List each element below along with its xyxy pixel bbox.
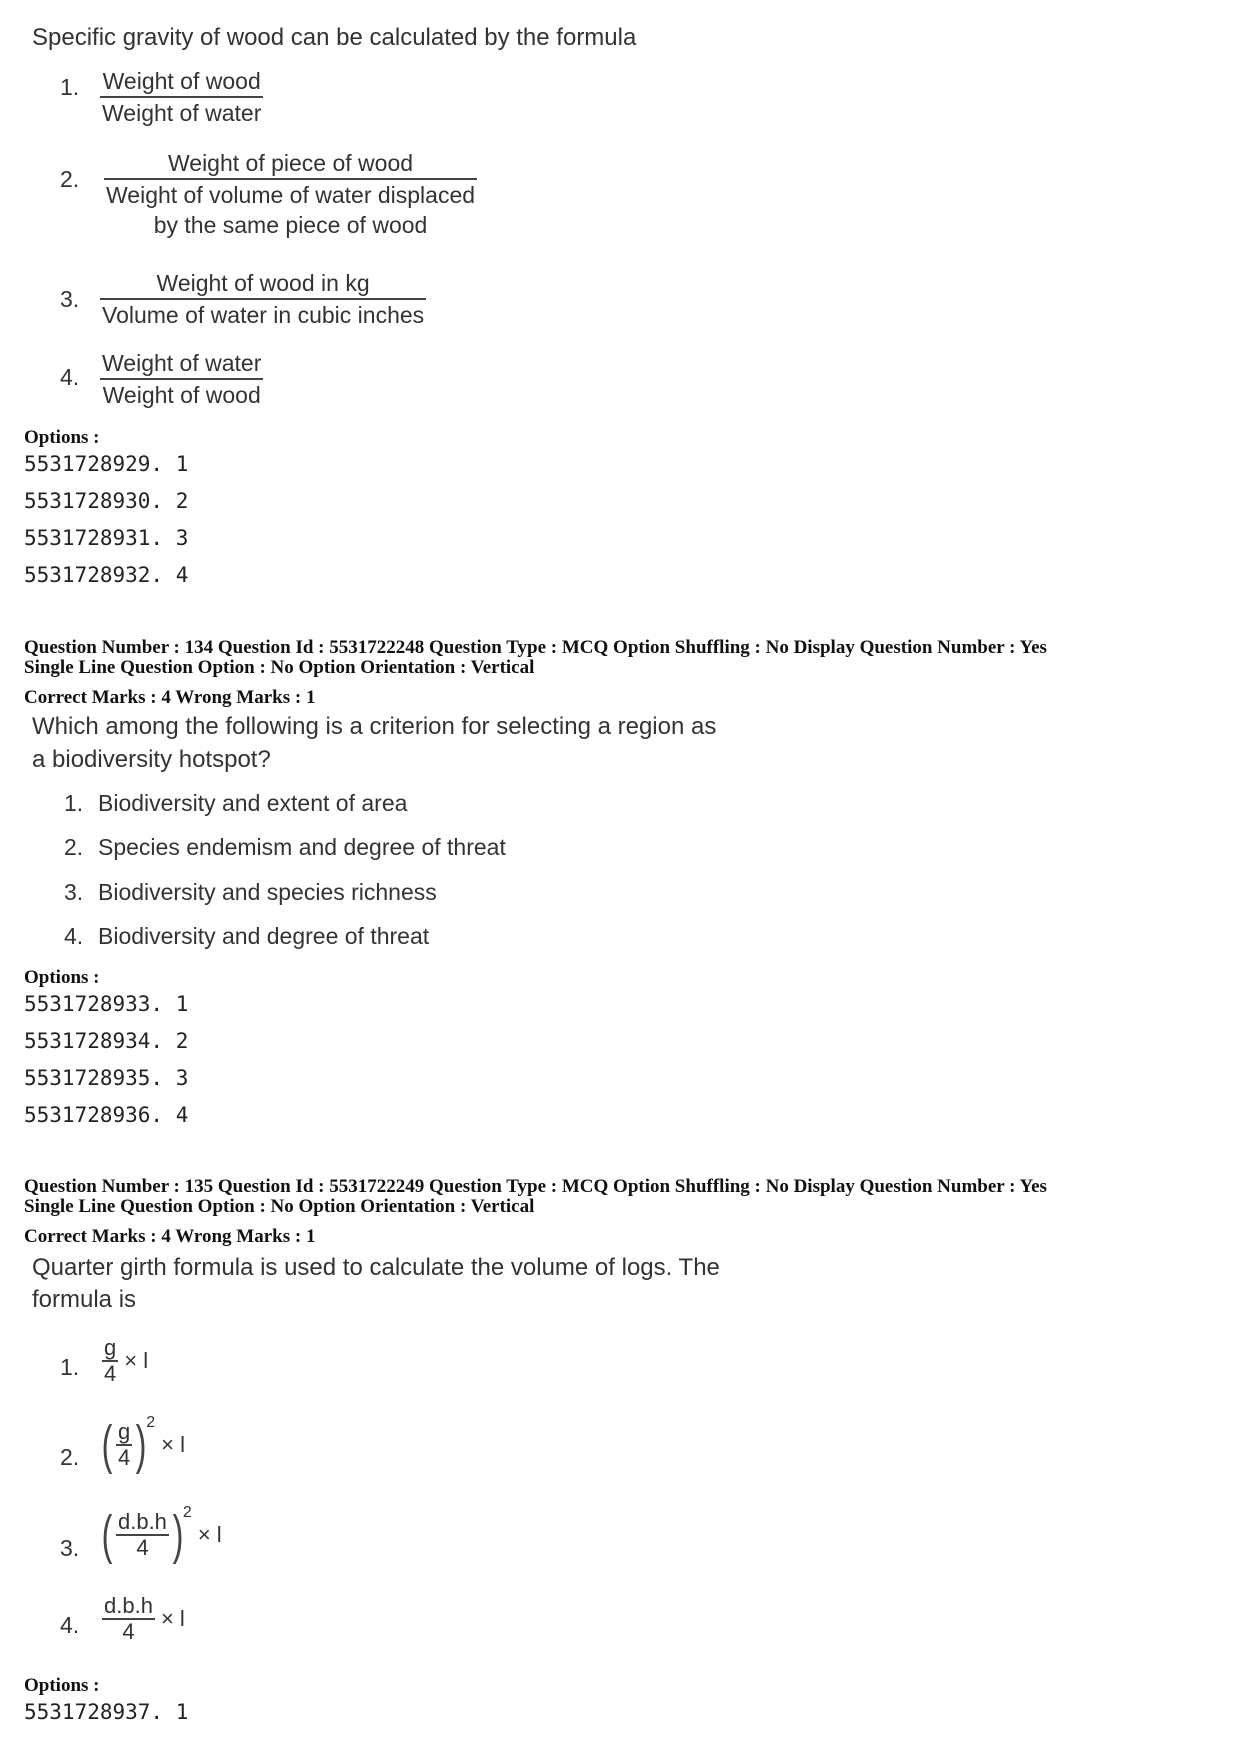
left-paren-icon: ( <box>101 1415 113 1475</box>
fraction-choice-2 <box>104 148 477 240</box>
fraction-denominator: 4 <box>104 1361 117 1386</box>
question-marks: Correct Marks : 4 Wrong Marks : 1 <box>24 687 316 708</box>
question-marks: Correct Marks : 4 Wrong Marks : 1 <box>24 1226 316 1247</box>
formula-choice-3 <box>98 1503 222 1565</box>
question-meta-line1: Question Number : 134 Question Id : 5531722248 Question Type : MCQ Option Shuffling : No Display Question Number : Yes <box>24 637 1047 658</box>
option-id: 5531728934. 2 <box>24 1029 189 1053</box>
multiply-length: × l <box>160 1606 185 1631</box>
option-id: 5531728936. 4 <box>24 1103 189 1127</box>
option-id: 5531728932. 4 <box>24 563 189 587</box>
choice-text: Biodiversity and extent of area <box>98 790 408 816</box>
question-meta-line2: Single Line Question Option : No Option Orientation : Vertical <box>24 1196 535 1217</box>
fraction-numerator: d.b.h <box>104 1593 153 1618</box>
choice-number: 4. <box>60 364 80 390</box>
fraction-denominator: Weight of water <box>100 96 263 128</box>
fraction-denominator-line2: by the same piece of wood <box>153 212 428 238</box>
options-label: Options : <box>24 1675 100 1696</box>
formula-choice-4 <box>102 1594 185 1644</box>
option-id: 5531728937. 1 <box>24 1700 189 1724</box>
fraction-numerator: Weight of water <box>102 350 262 376</box>
fraction-numerator: g <box>117 1419 131 1444</box>
choice <box>64 879 437 906</box>
question-meta-line2: Single Line Question Option : No Option Orientation : Vertical <box>24 657 535 678</box>
fraction-numerator: Weight of piece of wood <box>167 150 414 176</box>
option-id: 5531728929. 1 <box>24 452 189 476</box>
fraction-choice-3 <box>100 268 426 330</box>
choice-number: 3. <box>60 286 80 312</box>
question-stem-line1: Which among the following is a criterion for selecting a region as <box>32 713 717 740</box>
fraction-denominator: Volume of water in cubic inches <box>100 298 426 330</box>
option-id: 5531728930. 2 <box>24 489 189 513</box>
question-meta-line1: Question Number : 135 Question Id : 5531722249 Question Type : MCQ Option Shuffling : No Display Question Number : Yes <box>24 1176 1047 1197</box>
choice-number: 4. <box>60 1612 80 1638</box>
multiply-length: × l <box>197 1522 222 1547</box>
formula-fraction <box>102 1336 118 1386</box>
fraction-denominator: Weight of volume of water displaced <box>104 178 477 210</box>
fraction-numerator: Weight of wood in kg <box>156 270 370 296</box>
fraction-denominator: 4 <box>117 1445 131 1470</box>
choice-number: 1. <box>64 790 84 816</box>
choice-number: 2. <box>64 834 84 860</box>
fraction-numerator: d.b.h <box>117 1509 167 1534</box>
fraction-denominator: 4 <box>102 1618 155 1644</box>
fraction-denominator: 4 <box>116 1534 169 1560</box>
exponent: 2 <box>146 1413 156 1431</box>
choice <box>64 923 429 950</box>
choice-number: 2. <box>60 166 80 192</box>
left-paren-icon: ( <box>101 1505 113 1565</box>
choice <box>64 790 407 817</box>
option-id: 5531728935. 3 <box>24 1066 189 1090</box>
options-label: Options : <box>24 967 100 988</box>
formula-fraction <box>116 1420 132 1470</box>
right-paren-icon: ) <box>172 1505 184 1565</box>
fraction-numerator: g <box>104 1335 117 1360</box>
choice-number: 1. <box>60 74 80 100</box>
question-stem-line2: a biodiversity hotspot? <box>32 746 271 773</box>
option-id: 5531728931. 3 <box>24 526 189 550</box>
choice-number: 3. <box>60 1535 80 1561</box>
formula-fraction <box>102 1594 155 1644</box>
options-label: Options : <box>24 427 100 448</box>
choice-text: Biodiversity and degree of threat <box>98 923 430 949</box>
fraction-choice-4 <box>100 348 263 410</box>
choice-text: Species endemism and degree of threat <box>98 834 506 860</box>
question-stem-line2: formula is <box>32 1286 137 1313</box>
formula-choice-1 <box>102 1336 148 1386</box>
exponent: 2 <box>182 1503 192 1521</box>
multiply-length: × l <box>124 1348 149 1373</box>
fraction-choice-1 <box>100 66 263 128</box>
option-id: 5531728933. 1 <box>24 992 189 1016</box>
multiply-length: × l <box>161 1432 185 1457</box>
question-stem-line1: Quarter girth formula is used to calculate the volume of logs. The <box>32 1254 720 1281</box>
choice <box>64 834 506 861</box>
choice-number: 2. <box>60 1444 80 1470</box>
question-stem: Specific gravity of wood can be calculated by the formula <box>32 24 637 51</box>
choice-number: 4. <box>64 923 84 949</box>
fraction-denominator: Weight of wood <box>100 378 263 410</box>
choice-number: 1. <box>60 1354 80 1380</box>
formula-choice-2 <box>98 1413 185 1475</box>
fraction-numerator: Weight of wood <box>102 68 261 94</box>
right-paren-icon: ) <box>135 1415 147 1475</box>
choice-text: Biodiversity and species richness <box>98 879 437 905</box>
choice-number: 3. <box>64 879 84 905</box>
formula-fraction <box>116 1510 169 1560</box>
